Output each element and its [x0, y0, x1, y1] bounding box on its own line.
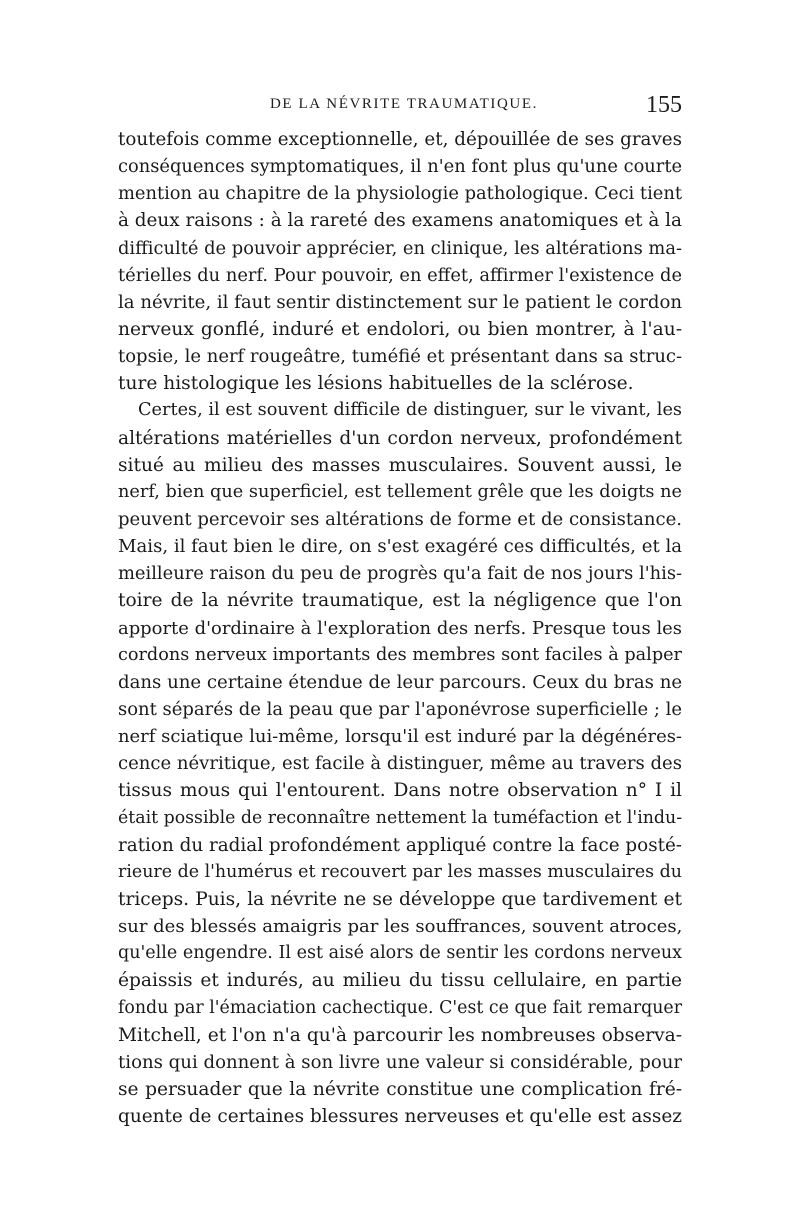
- text-line: qu'elle engendre. Il est aisé alors de sentir les cordons nerveux: [118, 943, 682, 964]
- text-line: tissus mous qui l'entourent. Dans notre observation n° I il: [118, 780, 682, 802]
- text-line: difficulté de pouvoir apprécier, en clinique, les altérations ma-: [118, 237, 682, 259]
- text-line: Mais, il faut bien le dire, on s'est exagéré ces difficultés, et la: [118, 536, 683, 558]
- text-line: à deux raisons : à la rareté des examens anatomiques et à la: [118, 210, 682, 232]
- page-number: 155: [646, 92, 682, 118]
- text-line: apporte d'ordinaire à l'exploration des nerfs. Presque tous les: [118, 617, 682, 639]
- text-line: situé au milieu des masses musculaires. Souvent aussi, le: [118, 454, 682, 476]
- text-line: nerf sciatique lui-même, lorsqu'il est induré par la dégénéres-: [118, 726, 682, 748]
- text-line: était possible de reconnaître nettement la tuméfaction et l'indu-: [118, 807, 683, 828]
- text-line: épaissis et indurés, au milieu du tissu cellulaire, en partie: [118, 970, 682, 992]
- text-line: sont séparés de la peau que par l'aponévrose superficielle ; le: [118, 698, 682, 720]
- text-line: mention au chapitre de la physiologie pathologique. Ceci tient: [118, 183, 682, 205]
- text-line: cordons nerveux importants des membres sont faciles à palper: [118, 644, 682, 665]
- text-line: térielles du nerf. Pour pouvoir, en effet, affirmer l'existence de: [118, 264, 682, 286]
- text-line: se persuader que la névrite constitue une complication fré-: [118, 1078, 682, 1100]
- text-line: quente de certaines blessures nerveuses et qu'elle est assez: [118, 1106, 682, 1128]
- text-line: conséquences symptomatiques, il n'en font plus qu'une courte: [118, 156, 683, 178]
- text-line: toutefois comme exceptionnelle, et, dépouillée de ses graves: [118, 129, 682, 150]
- text-line: cence névritique, est facile à distinguer, même au travers des: [118, 753, 682, 775]
- text-line: toire de la névrite traumatique, est la négligence que l'on: [118, 590, 682, 612]
- running-title: DE LA NÉVRITE TRAUMATIQUE.: [270, 96, 538, 112]
- running-head: [118, 92, 682, 122]
- text-line: rieure de l'humérus et recouvert par les masses musculaires du: [118, 861, 682, 882]
- text-line: altérations matérielles d'un cordon nerveux, profondément: [118, 427, 682, 449]
- text-line: ration du radial profondément appliqué contre la face posté-: [118, 834, 682, 856]
- text-line: Mitchell, et l'on n'a qu'à parcourir les nombreuses observa-: [118, 1024, 682, 1046]
- paragraph-last-line: ture histologique les lésions habituelles de la sclérose.: [118, 373, 634, 395]
- paragraph-first-line: Certes, il est souvent difficile de distinguer, sur le vivant, les: [138, 400, 682, 421]
- text-line: fondu par l'émaciation cachectique. C'est ce que fait remarquer: [118, 997, 682, 1018]
- text-line: topsie, le nerf rougeâtre, tuméfié et présentant dans sa struc-: [118, 346, 683, 368]
- text-line: triceps. Puis, la névrite ne se développe que tardivement et: [118, 888, 682, 910]
- text-line: peuvent percevoir ses altérations de forme et de consistance.: [118, 508, 682, 530]
- text-line: tions qui donnent à son livre une valeur si considérable, pour: [118, 1051, 683, 1073]
- text-line: nerf, bien que superficiel, est tellement grêle que les doigts ne: [118, 481, 682, 502]
- body-text: [118, 126, 682, 1130]
- text-line: la névrite, il faut sentir distinctement sur le patient le cordon: [118, 291, 682, 313]
- text-line: nerveux gonflé, induré et endolori, ou bien montrer, à l'au-: [118, 318, 682, 340]
- text-line: sur des blessés amaigris par les souffrances, souvent atroces,: [118, 916, 683, 938]
- text-line: dans une certaine étendue de leur parcours. Ceux du bras ne: [118, 671, 683, 693]
- text-line: meilleure raison du peu de progrès qu'a fait de nos jours l'his-: [118, 563, 683, 585]
